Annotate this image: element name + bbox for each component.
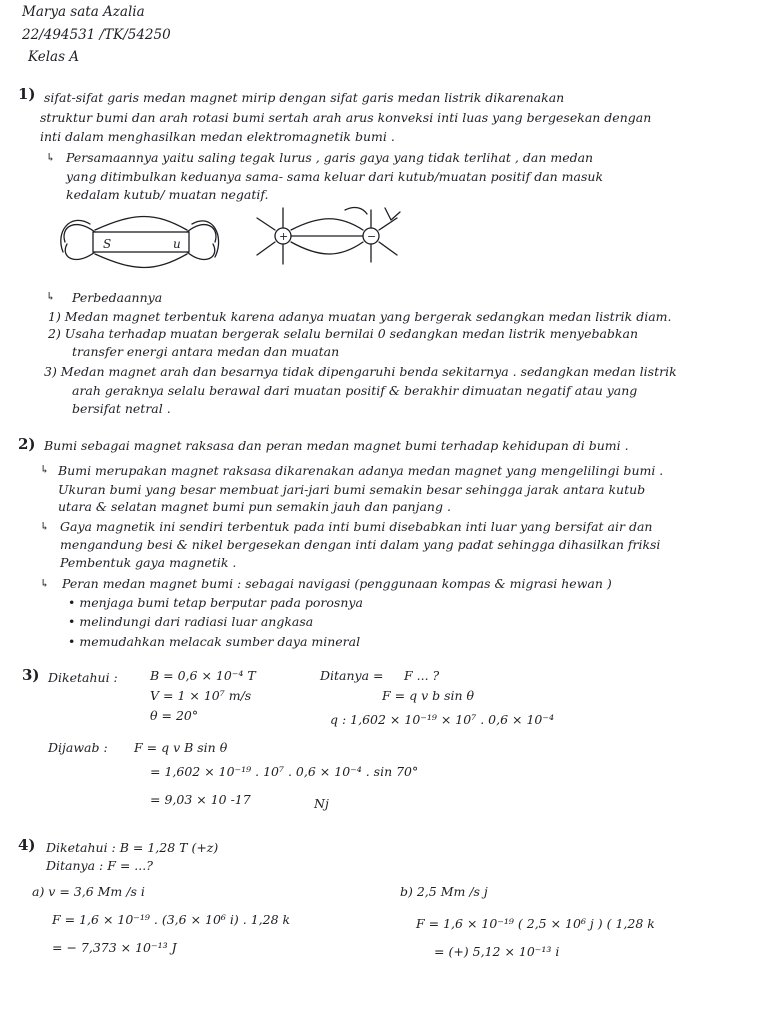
q3-known-value: V = 1 × 10⁷ m/s: [150, 688, 252, 703]
q2-role-item: • melindungi dari radiasi luar angkasa: [68, 614, 314, 629]
arrow-bullet-icon: ↳: [40, 463, 50, 476]
q4-part-a-label: a) v = 3,6 Mm /s i: [32, 884, 145, 899]
q4-part-b-line: F = 1,6 × 10⁻¹⁹ ( 2,5 × 10⁶ j ) ( 1,28 k: [416, 916, 655, 931]
q1-difference-title: Perbedaannya: [72, 290, 163, 305]
q1-difference-line: arah geraknya selalu berawal dari muatan positif & berakhir dimuatan negatif atau yang: [72, 383, 638, 398]
q2-paragraph-line: Pembentuk gaya magnetik .: [60, 555, 237, 570]
q1-difference-line: 3) Medan magnet arah dan besarnya tidak dipengaruhi benda sekitarnya . sedangkan medan listrik: [44, 364, 677, 379]
arrow-bullet-icon: ↳: [40, 520, 50, 533]
arrow-bullet-icon: ↳: [46, 290, 56, 303]
svg-text:−: −: [367, 230, 377, 243]
arrow-bullet-icon: ↳: [46, 151, 56, 164]
q3-known-value: θ = 20°: [150, 708, 199, 723]
q1-difference-line: 1) Medan magnet terbentuk karena adanya muatan yang bergerak sedangkan medan listrik diam.: [48, 309, 672, 324]
q2-paragraph-line: Gaya magnetik ini sendiri terbentuk pada inti bumi disebabkan inti luar yang bersifat air dan: [60, 519, 653, 534]
q2-number: 2): [18, 435, 36, 453]
arrow-bullet-icon: ↳: [40, 577, 50, 590]
q1-line: inti dalam menghasilkan medan elektromagnetik bumi .: [40, 129, 395, 144]
q3-formula: F = q v b sin θ: [382, 688, 475, 703]
q2-role-item: • memudahkan melacak sumber daya mineral: [68, 634, 361, 649]
q1-difference-line: bersifat netral .: [72, 401, 171, 416]
q4-part-a-line: = − 7,373 × 10⁻¹³ J: [52, 940, 177, 955]
q3-known-label: Diketahui :: [48, 670, 118, 685]
q4-asked: Ditanya : F = ...?: [46, 858, 153, 873]
q3-number: 3): [22, 666, 40, 684]
q4-number: 4): [18, 836, 36, 854]
student-id: 22/494531 /TK/54250: [22, 27, 171, 43]
q4-part-b-line: = (+) 5,12 × 10⁻¹³ i: [434, 944, 560, 959]
q4-part-a-line: F = 1,6 × 10⁻¹⁹ . (3,6 × 10⁶ i) . 1,28 k: [52, 912, 291, 927]
q2-paragraph-line: mengandung besi & nikel bergesekan dengan inti dalam yang padat sehingga dihasilkan friksi: [60, 537, 661, 552]
q3-unit: Nj: [314, 796, 329, 811]
q2-role-title: Peran medan magnet bumi : sebagai navigasi (penggunaan kompas & migrasi hewan ): [62, 576, 612, 591]
q1-difference-line: transfer energi antara medan dan muatan: [72, 344, 340, 359]
q3-substitution: q : 1,602 × 10⁻¹⁹ × 10⁷ . 0,6 × 10⁻⁴: [330, 712, 554, 727]
q3-step: = 1,602 × 10⁻¹⁹ . 10⁷ . 0,6 × 10⁻⁴ . sin 70°: [150, 764, 419, 779]
q2-paragraph-line: Ukuran bumi yang besar membuat jari-jari bumi semakin besar sehingga jarak antara kutub: [58, 482, 646, 497]
q3-asked-value: F ... ?: [404, 668, 440, 683]
q4-part-b-label: b) 2,5 Mm /s j: [400, 884, 488, 899]
q1-similarity-line: Persamaannya yaitu saling tegak lurus , garis gaya yang tidak terlihat , dan medan: [66, 150, 594, 165]
q1-line: sifat-sifat garis medan magnet mirip dengan sifat garis medan listrik dikarenakan: [44, 90, 565, 105]
q1-number: 1): [18, 85, 36, 103]
q1-difference-line: 2) Usaha terhadap muatan bergerak selalu bernilai 0 sedangkan medan listrik menyebabkan: [48, 326, 639, 341]
q3-answer-label: Dijawab :: [48, 740, 108, 755]
q3-step: = 9,03 × 10 -17: [150, 792, 251, 807]
q3-known-value: B = 0,6 × 10⁻⁴ T: [150, 668, 256, 683]
q2-paragraph-line: Bumi merupakan magnet raksasa dikarenakan adanya medan magnet yang mengelilingi bumi .: [58, 463, 664, 478]
q3-asked-label: Ditanya =: [320, 668, 384, 683]
q2-role-item: • menjaga bumi tetap berputar pada porosnya: [68, 595, 363, 610]
q1-line: struktur bumi dan arah rotasi bumi sertah arah arus konveksi inti luas yang bergesekan dengan: [40, 110, 652, 125]
class-label: Kelas A: [28, 49, 80, 65]
q4-known: Diketahui : B = 1,28 T (+z): [46, 840, 219, 855]
svg-text:+: +: [279, 230, 289, 243]
q1-similarity-line: kedalam kutub/ muatan negatif.: [66, 187, 269, 202]
student-name: Marya sata Azalia: [22, 4, 145, 20]
north-south-label: S: [103, 237, 112, 251]
q3-step: F = q v B sin θ: [134, 740, 228, 755]
bar-magnet-diagram: [55, 212, 225, 282]
charge-field-diagram: [245, 200, 415, 270]
q1-similarity-line: yang ditimbulkan keduanya sama- sama keluar dari kutub/muatan positif dan masuk: [66, 169, 604, 184]
q2-title: Bumi sebagai magnet raksasa dan peran medan magnet bumi terhadap kehidupan di bumi .: [44, 438, 629, 453]
q2-paragraph-line: utara & selatan magnet bumi pun semakin jauh dan panjang .: [58, 499, 451, 514]
north-south-label: u: [173, 237, 181, 251]
